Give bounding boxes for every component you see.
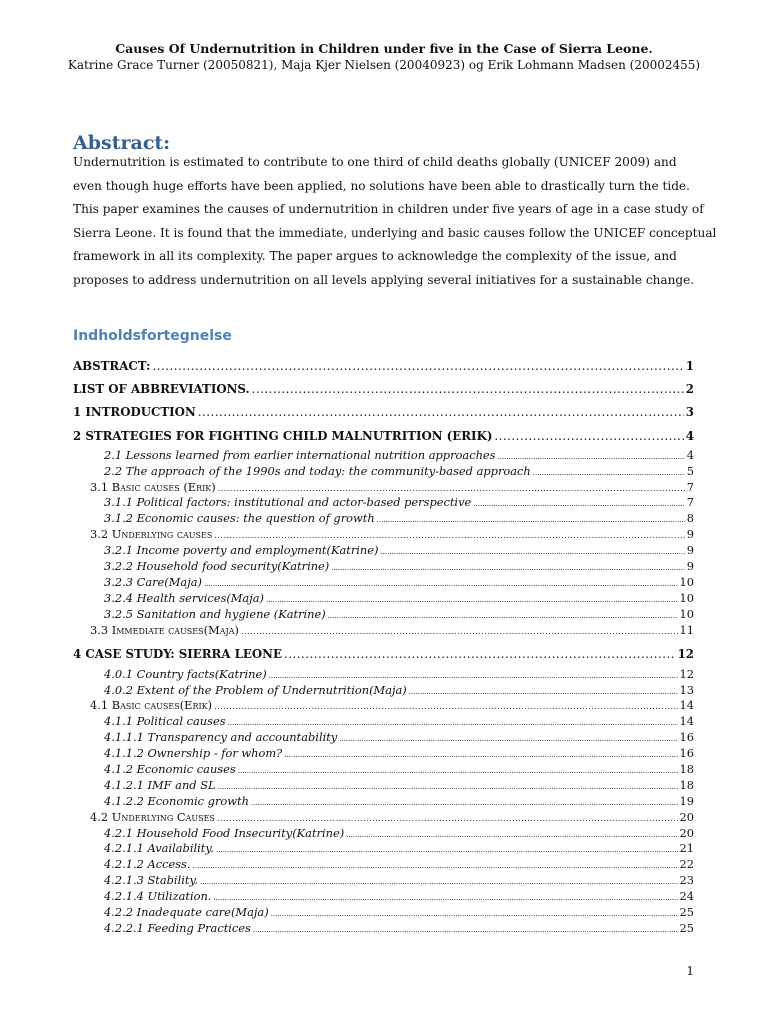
toc-entry-page: 3 [685,405,694,420]
toc-entry-page: 23 [679,873,694,888]
toc-entry[interactable] [73,623,694,639]
toc-leader-dots [494,425,683,448]
toc-leader-dots [251,794,678,810]
toc-leader-dots [473,495,684,511]
toc-entry-text: 4.1.1.1 Transparency and accountability [104,730,338,745]
toc-entry-page: 16 [679,746,694,761]
toc-entry[interactable] [73,559,694,575]
toc-entry-text: 4.2.1 Household Food Insecurity(Katrine) [104,825,345,840]
toc-entry[interactable] [73,575,694,591]
toc-entry-text: 4.2.1.1 Availability. [104,841,214,856]
table-of-contents [73,355,694,937]
toc-entry-page: 9 [686,527,694,542]
toc-entry[interactable] [73,857,694,873]
toc-entry-page: 5 [686,463,694,478]
toc-entry-text: 1 INTRODUCTION [73,405,196,420]
toc-entry-text: 3.1.2 Economic causes: the question of growth [104,511,375,526]
toc-heading: Indholdsfortegnelse [73,328,232,344]
toc-entry-page: 9 [686,558,694,573]
toc-entry-text: 3.2.4 Health services(Maja) [104,590,264,605]
toc-leader-dots [346,826,677,842]
toc-entry-page: 8 [686,511,694,526]
toc-entry[interactable] [73,714,694,730]
toc-leader-dots [241,623,678,639]
toc-entry-page: 7 [686,479,694,494]
toc-entry-page: 1 [685,359,694,373]
toc-leader-dots [328,607,678,623]
toc-entry-page: 12 [677,647,694,662]
abstract-line: even though huge efforts have been applied, no solutions have been able to drastically turn the tide. [73,178,690,193]
toc-entry-page: 2 [685,382,694,397]
toc-entry-page: 18 [679,761,694,776]
toc-entry-text: 3.2.2 Household food security(Katrine) [104,558,330,573]
toc-entry[interactable] [73,810,694,826]
toc-entry-page: 19 [679,793,694,808]
toc-entry-text: ABSTRACT: [73,359,151,373]
toc-entry-text: 4.1.1 Political causes [104,714,226,729]
toc-leader-dots [218,480,685,496]
toc-entry-page: 14 [679,698,694,713]
document-title: Causes Of Undernutrition in Children under five in the Case of Sierra Leone. [115,41,653,56]
document-header [0,41,768,73]
toc-entry[interactable] [73,667,694,683]
toc-entry-text: 3.2.1 Income poverty and employment(Katrine) [104,543,379,558]
toc-entry[interactable] [73,841,694,857]
toc-entry[interactable] [73,527,694,543]
toc-entry[interactable] [73,730,694,746]
toc-leader-dots [238,762,678,778]
toc-leader-dots [377,511,685,527]
toc-entry-page: 7 [686,495,694,510]
toc-leader-dots [214,527,684,543]
toc-entry-text: 4.2.2 Inadequate care(Maja) [104,904,269,919]
toc-entry-text: 4.2 Underlying Causes [90,809,215,824]
toc-entry-page: 20 [679,809,694,824]
toc-entry-text: 4.0.1 Country facts(Katrine) [104,666,267,681]
toc-leader-dots [269,667,678,683]
toc-entry-text: 4.1 Basic causes(Erik) [90,698,213,713]
toc-leader-dots [193,857,678,873]
toc-entry-page: 4 [685,428,694,443]
toc-leader-dots [284,746,677,762]
toc-leader-dots [213,889,677,905]
toc-leader-dots [409,683,678,699]
toc-entry-text: 4 CASE STUDY: SIERRA LEONE [73,647,282,662]
toc-entry[interactable] [73,762,694,778]
toc-entry-text: 4.2.1.4 Utilization. [104,889,212,904]
toc-entry-text: 4.2.1.3 Stability. [104,873,198,888]
abstract-line: Sierra Leone. It is found that the immediate, underlying and basic causes follow the UNICEF conceptual [73,225,717,240]
toc-entry[interactable] [73,905,694,921]
toc-entry-page: 11 [679,622,694,637]
toc-entry[interactable] [73,889,694,905]
toc-entry-text: 3.2 Underlying causes [90,527,213,542]
toc-entry-page: 20 [679,825,694,840]
toc-entry-text: 3.2.5 Sanitation and hygiene (Katrine) [104,606,326,621]
toc-entry[interactable] [73,643,694,666]
toc-entry-text: 4.0.2 Extent of the Problem of Undernutrition(Maja) [104,682,407,697]
toc-entry-text: 4.2.1.2 Access. [104,857,191,872]
toc-leader-dots [228,714,678,730]
toc-entry-page: 4 [686,447,694,462]
toc-entry-text: 2 STRATEGIES FOR FIGHTING CHILD MALNUTRITION (ERIK) [73,428,493,443]
toc-entry[interactable] [73,778,694,794]
toc-leader-dots [339,730,677,746]
toc-leader-dots [284,643,676,666]
toc-entry-text: 3.1.1 Political factors: institutional and actor-based perspective [104,495,472,510]
toc-leader-dots [271,905,678,921]
toc-leader-dots [498,448,685,464]
toc-entry-text: 4.1.2.1 IMF and SL [104,777,216,792]
toc-entry-text: 3.2.3 Care(Maja) [104,574,202,589]
toc-entry[interactable] [73,355,694,378]
toc-entry-page: 16 [679,730,694,745]
document-authors: Katrine Grace Turner (20050821), Maja Kjer Nielsen (20040923) og Erik Lohmann Madsen (20002455) [67,58,701,72]
toc-entry[interactable] [73,464,694,480]
toc-entry-page: 10 [679,590,694,605]
toc-entry[interactable] [73,543,694,559]
abstract-line: This paper examines the causes of undernutrition in children under five years of age in a case study of [73,202,704,216]
abstract-heading: Abstract: [73,132,171,154]
abstract-line: Undernutrition is estimated to contribute to one third of child deaths globally (UNICEF 2009) and [73,155,677,169]
toc-entry[interactable] [73,425,694,448]
toc-entry[interactable] [73,401,694,424]
toc-entry[interactable] [73,378,694,401]
toc-entry-page: 25 [679,920,694,935]
toc-entry-page: 14 [679,714,694,729]
toc-entry-page: 13 [679,682,694,697]
toc-leader-dots [200,873,678,889]
toc-entry[interactable] [73,480,694,496]
toc-leader-dots [533,464,685,480]
toc-entry[interactable] [73,683,694,699]
toc-leader-dots [266,591,678,607]
toc-entry-page: 10 [679,574,694,589]
toc-entry-page: 9 [686,543,694,558]
toc-leader-dots [253,921,678,937]
toc-entry[interactable] [73,921,694,937]
toc-entry-text: 4.1.2 Economic causes [104,761,236,776]
toc-entry-text: 4.2.2.1 Feeding Practices [104,920,251,935]
toc-entry-text: 2.1 Lessons learned from earlier international nutrition approaches [104,447,496,462]
toc-entry-text: 3.1 Basic causes (Erik) [90,479,216,494]
toc-entry-text: 3.3 Immediate causes(Maja) [90,622,239,637]
toc-entry-text: 4.1.1.2 Ownership - for whom? [104,746,283,761]
toc-entry[interactable] [73,826,694,842]
toc-leader-dots [218,778,678,794]
toc-entry[interactable] [73,794,694,810]
toc-leader-dots [331,559,685,575]
toc-leader-dots [204,575,678,591]
toc-entry[interactable] [73,607,694,623]
toc-leader-dots [252,378,684,401]
toc-entry-text: 2.2 The approach of the 1990s and today: the community-based approach [104,463,531,478]
toc-leader-dots [214,698,677,714]
toc-entry[interactable] [73,495,694,511]
toc-leader-dots [380,543,684,559]
toc-entry[interactable] [73,511,694,527]
toc-entry[interactable] [73,591,694,607]
toc-leader-dots [216,841,678,857]
toc-entry-page: 21 [679,841,694,856]
toc-entry[interactable] [73,448,694,464]
toc-leader-dots [152,355,683,378]
page-number: 1 [686,964,694,978]
toc-entry-page: 22 [679,857,694,872]
abstract-line: framework in all its complexity. The paper argues to acknowledge the complexity of the issue, and [73,249,677,263]
abstract-line: proposes to address undernutrition on all levels applying several initiatives for a sustainable change. [73,272,695,287]
toc-entry-page: 18 [679,777,694,792]
toc-leader-dots [198,401,684,424]
abstract-body [73,151,717,292]
toc-entry-text: LIST OF ABBREVIATIONS. [73,382,250,397]
toc-entry-page: 10 [679,606,694,621]
toc-entry[interactable] [73,746,694,762]
toc-entry-page: 25 [679,904,694,919]
toc-leader-dots [217,810,678,826]
toc-entry-page: 12 [679,666,694,681]
toc-entry-page: 24 [679,889,694,904]
toc-entry[interactable] [73,698,694,714]
toc-entry-text: 4.1.2.2 Economic growth [104,793,249,808]
toc-entry[interactable] [73,873,694,889]
